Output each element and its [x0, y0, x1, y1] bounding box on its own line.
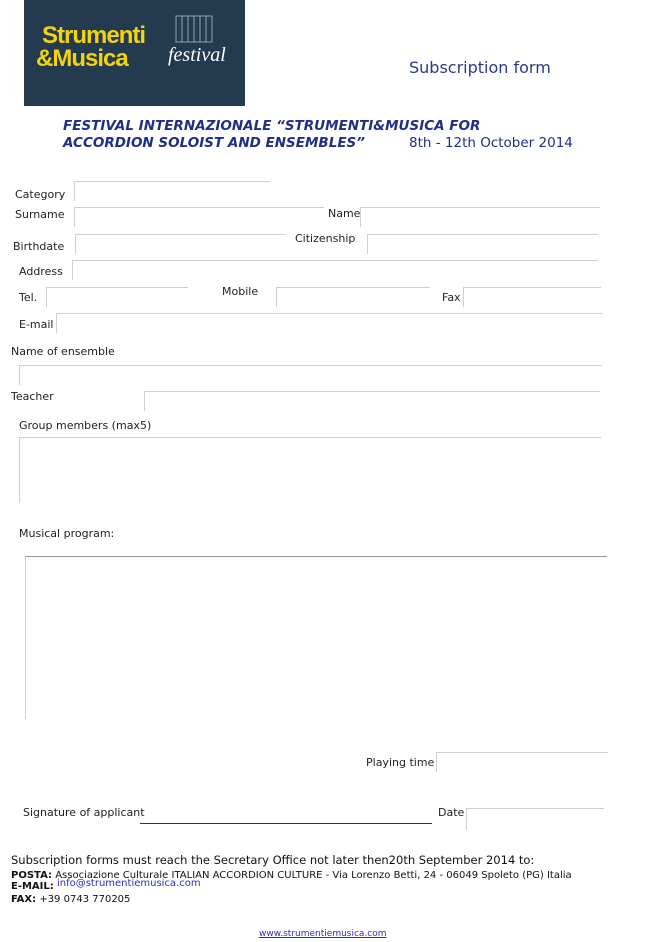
deadline-notice: Subscription forms must reach the Secretary Office not later then20th September 2014 to: — [11, 853, 535, 867]
date-field[interactable] — [466, 808, 604, 830]
accordion-icon — [174, 14, 214, 44]
festival-dates: 8th - 12th October 2014 — [409, 135, 573, 151]
signature-line[interactable] — [140, 823, 432, 825]
logo-line3: festival — [168, 44, 226, 66]
fax-field[interactable] — [463, 287, 601, 307]
mobile-field[interactable] — [276, 287, 430, 307]
festival-title-line1: FESTIVAL INTERNAZIONALE “STRUMENTI&MUSICA FOR — [63, 118, 481, 134]
teacher-label: Teacher — [11, 390, 54, 403]
email-line — [11, 878, 201, 892]
fax-line — [11, 894, 130, 905]
group-members-field[interactable] — [19, 437, 601, 503]
fax-footer-label: FAX: — [11, 894, 37, 905]
festival-logo — [24, 0, 245, 106]
form-title: Subscription form — [409, 58, 551, 77]
teacher-field[interactable] — [144, 391, 600, 411]
name-label: Name — [328, 207, 361, 220]
fax-label: Fax — [442, 291, 461, 304]
group-members-label: Group members (max5) — [19, 419, 152, 432]
musical-program-label: Musical program: — [19, 527, 115, 540]
citizenship-field[interactable] — [367, 234, 598, 254]
email-label: E-mail — [19, 318, 54, 331]
tel-label: Tel. — [19, 291, 38, 304]
email-footer-label: E-MAIL: — [11, 881, 54, 892]
category-label: Category — [15, 188, 66, 201]
surname-label: Surname — [15, 208, 65, 221]
mobile-label: Mobile — [222, 285, 259, 298]
citizenship-label: Citizenship — [295, 232, 356, 245]
posta-value: Associazione Culturale ITALIAN ACCORDION CULTURE - Via Lorenzo Betti, 24 - 06049 Spoleto (PG) Italia — [52, 870, 572, 881]
playing-time-field[interactable] — [436, 752, 608, 772]
birthdate-field[interactable] — [75, 234, 285, 254]
address-label: Address — [19, 265, 63, 278]
musical-program-field[interactable] — [25, 556, 607, 719]
festival-title-line2: ACCORDION SOLOIST AND ENSEMBLES” — [63, 135, 365, 151]
ensemble-label: Name of ensemble — [11, 345, 115, 358]
fax-footer-value: +39 0743 770205 — [36, 894, 131, 905]
website-link[interactable]: www.strumentiemusica.com — [259, 929, 387, 939]
birthdate-label: Birthdate — [13, 240, 65, 253]
ensemble-field[interactable] — [19, 365, 602, 385]
name-field[interactable] — [360, 207, 600, 227]
logo-line2: &Musica — [36, 45, 128, 72]
tel-field[interactable] — [46, 287, 188, 307]
signature-label: Signature of applicant — [23, 806, 145, 819]
date-label: Date — [438, 806, 465, 819]
email-address-link[interactable]: info@strumentiemusica.com — [56, 878, 201, 889]
posta-label: POSTA: — [11, 870, 53, 881]
logo-line1: Strumenti — [42, 22, 146, 49]
playing-time-label: Playing time — [366, 756, 435, 769]
email-field[interactable] — [56, 313, 602, 333]
surname-field[interactable] — [74, 207, 324, 227]
category-field[interactable] — [74, 181, 270, 201]
address-field[interactable] — [72, 260, 598, 280]
